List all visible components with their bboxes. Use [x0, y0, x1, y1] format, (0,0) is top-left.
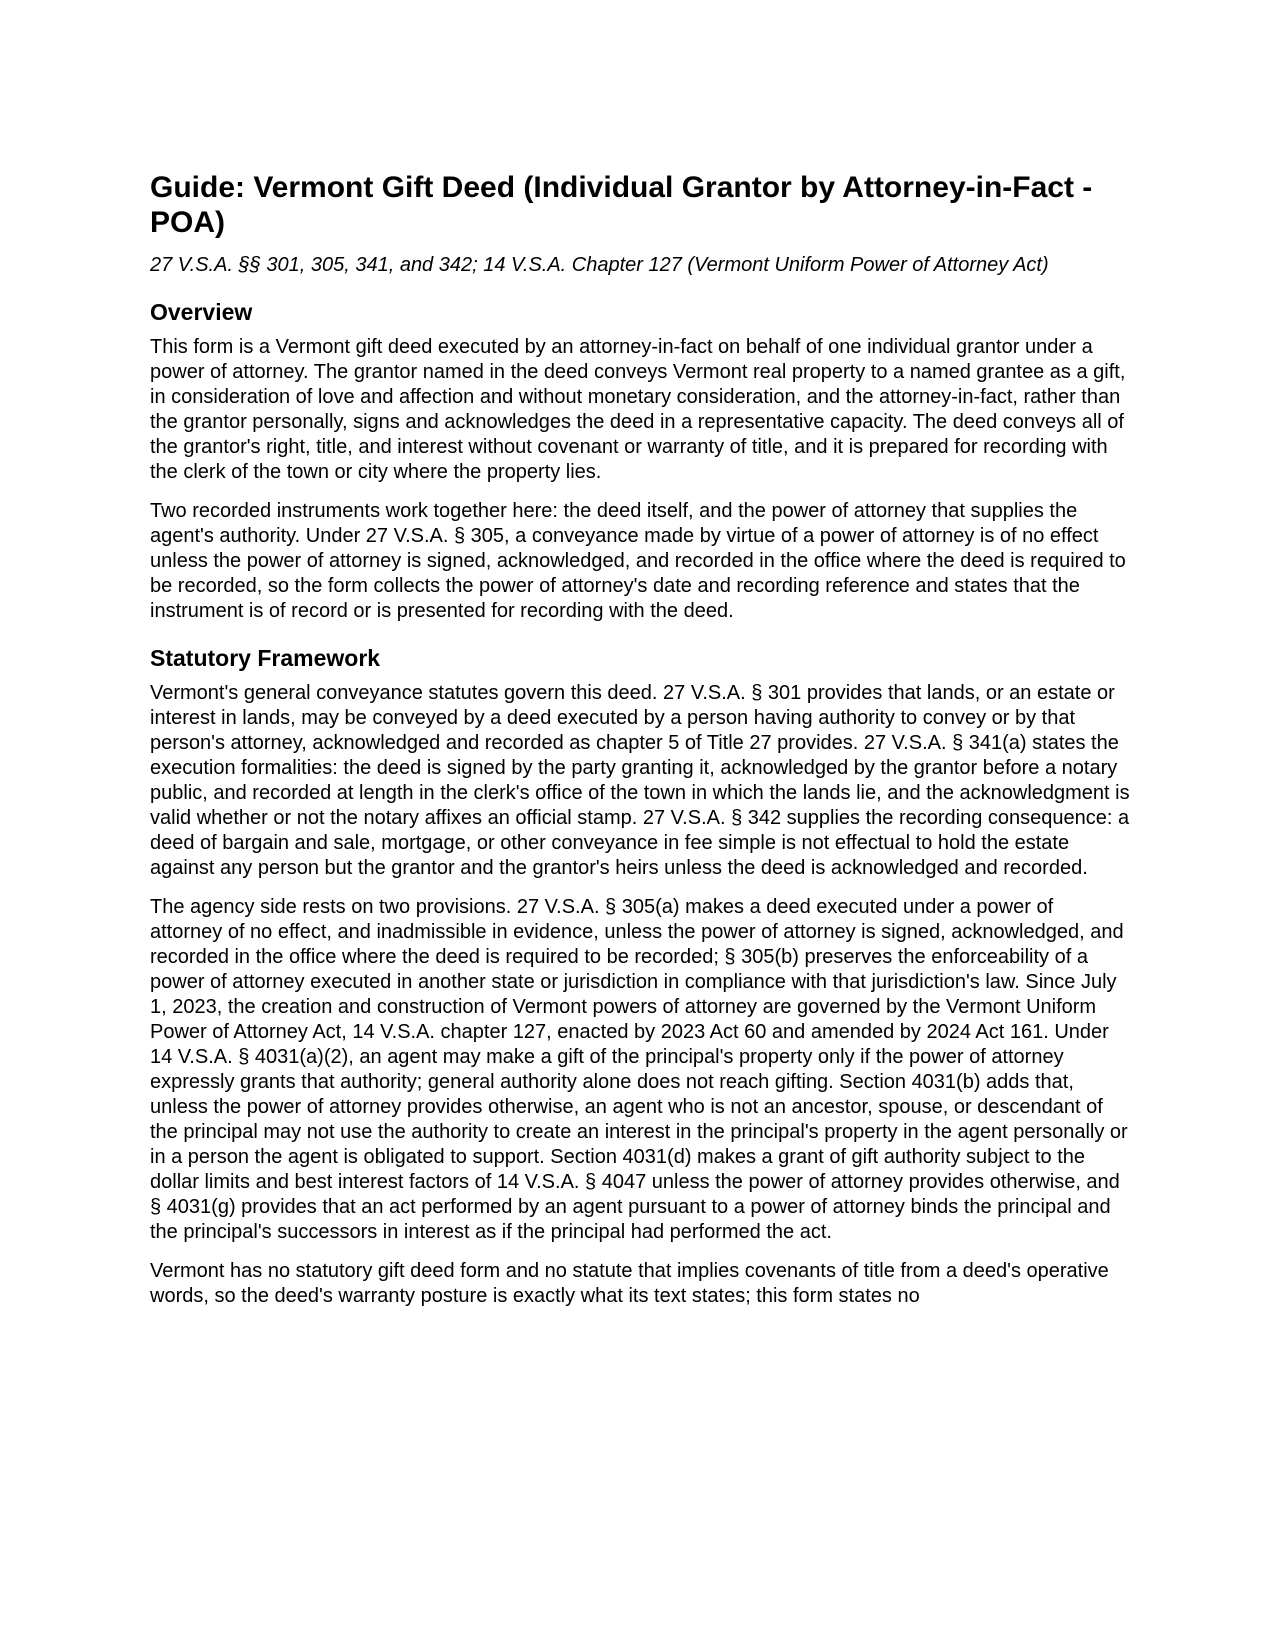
section-heading-overview: Overview [150, 299, 253, 325]
statutory-framework-section [150, 644, 1130, 1309]
overview-section [150, 298, 1130, 624]
body-paragraph: This form is a Vermont gift deed executed by an attorney-in-fact on behalf of one individual grantor under a power of attorney. The grantor named in the deed conveys Vermont real property to a named grantee as a gift, in consideration of love and affection and without monetary consideration, and the attorney-in-fact, rather than the grantor personally, signs and acknowledges the deed in a representative capacity. The deed conveys all of the grantor's right, title, and interest without covenant or warranty of title, and it is prepared for recording with the clerk of the town or city where the property lies. [150, 336, 1126, 483]
section-heading-statutory-framework: Statutory Framework [150, 645, 381, 671]
document-title: Guide: Vermont Gift Deed (Individual Grantor by Attorney-in-Fact - POA) [150, 171, 1093, 239]
body-paragraph: The agency side rests on two provisions. 27 V.S.A. § 305(a) makes a deed executed under a power of attorney of no effect, and inadmissible in evidence, unless the power of attorney is signed, acknowledged, and recorded in the office where the deed is required to be recorded; § 305(b) preserves the enforceability of a power of attorney executed in another state or jurisdiction in compliance with that jurisdiction's law. Since July 1, 2023, the creation and construction of Vermont powers of attorney are governed by the Vermont Uniform Power of Attorney Act, 14 V.S.A. chapter 127, enacted by 2023 Act 60 and amended by 2024 Act 161. Under 14 V.S.A. § 4031(a)(2), an agent may make a gift of the principal's property only if the power of attorney expressly grants that authority; general authority alone does not reach gifting. Section 4031(b) adds that, unless the power of attorney provides otherwise, an agent who is not an ancestor, spouse, or descendant of the principal may not use the authority to create an interest in the principal's property in the agent personally or in a person the agent is obligated to support. Section 4031(d) makes a grant of gift authority subject to the dollar limits and best interest factors of 14 V.S.A. § 4047 unless the power of attorney provides otherwise, and § 4031(g) provides that an act performed by an agent pursuant to a power of attorney binds the principal and the principal's successors in interest as if the principal had performed the act. [150, 896, 1128, 1243]
body-paragraph: Vermont has no statutory gift deed form and no statute that implies covenants of title from a deed's operative words, so the deed's warranty posture is exactly what its text states; this form states no [150, 1260, 1109, 1307]
body-paragraph: Vermont's general conveyance statutes govern this deed. 27 V.S.A. § 301 provides that lands, or an estate or interest in lands, may be conveyed by a deed executed by a person having authority to convey or by that person's attorney, acknowledged and recorded as chapter 5 of Title 27 provides. 27 V.S.A. § 341(a) states the execution formalities: the deed is signed by the party granting it, acknowledged by the grantor before a notary public, and recorded at length in the clerk's office of the town in which the lands lie, and the acknowledgment is valid whether or not the notary affixes an official stamp. 27 V.S.A. § 342 supplies the recording consequence: a deed of bargain and sale, mortgage, or other conveyance in fee simple is not effectual to hold the estate against any person but the grantor and the grantor's heirs unless the deed is acknowledged and recorded. [150, 682, 1130, 879]
statutory-citation: 27 V.S.A. §§ 301, 305, 341, and 342; 14 V.S.A. Chapter 127 (Vermont Uniform Power of Attorney Act) [150, 254, 1049, 276]
body-paragraph: Two recorded instruments work together here: the deed itself, and the power of attorney that supplies the agent's authority. Under 27 V.S.A. § 305, a conveyance made by virtue of a power of attorney is of no effect unless the power of attorney is signed, acknowledged, and recorded in the office where the deed is required to be recorded, so the form collects the power of attorney's date and recording reference and states that the instrument is of record or is presented for recording with the deed. [150, 500, 1126, 622]
document-page [150, 170, 1130, 1323]
